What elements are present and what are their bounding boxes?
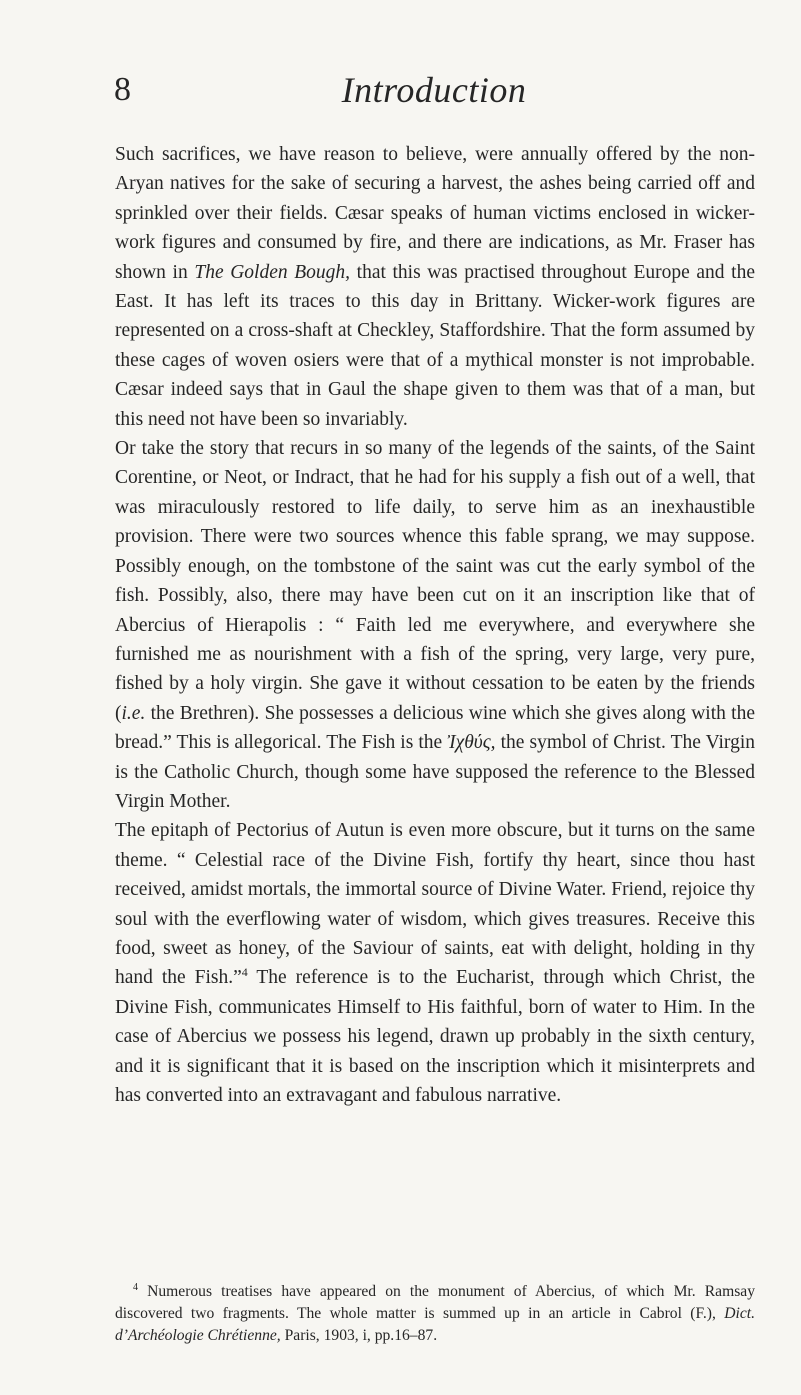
footnote-text-b: Paris, 1903, i, pp.16–87. <box>280 1327 438 1344</box>
footnote-reference[interactable]: 4 <box>241 965 248 980</box>
abbreviation-ie: i.e. <box>121 702 146 724</box>
paragraph-1-text-a: Such sacrifices, we have reason to believe, were annually offered by the non-Aryan natives for the sake of securing a harvest, the ashes being carried off and sprinkled over their fields. Cæsar speaks of human victims enclosed in wicker-work figures and consumed by fire, and there are indications, as Mr. Fraser has shown in <box>115 144 755 283</box>
page-number: 8 <box>114 71 131 108</box>
paragraph-2 <box>115 434 755 816</box>
paragraph-1 <box>115 140 755 434</box>
paragraph-3 <box>115 816 755 1110</box>
paragraph-1-text-b: that this was practised throughout Europe and the East. It has left its traces to this day in Brittany. Wicker-work figures are represented on a cross-shaft at Checkley, Staffordshire. That the form assumed by these cages of woven osiers were that of a mythical monster is not improbable. Cæsar indeed says that in Gaul the shape given to them was that of a man, but this need not have been so invariably. <box>115 261 755 430</box>
footnote-paragraph <box>115 1281 755 1347</box>
paragraph-3-text-a: The epitaph of Pectorius of Autun is even more obscure, but it turns on the same theme. “ Celestial race of the Divine Fish, fortify thy heart, since thou hast received, amidst mortals, the immortal source of Divine Water. Friend, rejoice thy soul with the everflowing water of wisdom, which gives treasures. Receive this food, sweet as honey, of the Saviour of saints, eat with delight, holding in thy hand the Fish.” <box>115 820 755 989</box>
paragraph-2-text-c: the symbol of Christ. The Virgin is the Catholic Church, though some have supposed the reference to the Blessed Virgin Mother. <box>115 732 755 812</box>
paragraph-2-text-b: the Brethren). She possesses a delicious wine which she gives along with the bread.” This is allegorical. The Fish is the <box>115 702 755 754</box>
running-title: Introduction <box>341 70 527 110</box>
body-text <box>115 140 755 1110</box>
book-title-golden-bough: The Golden Bough, <box>194 261 351 283</box>
page-header <box>114 70 754 110</box>
paragraph-3-text-b: The reference is to the Eucharist, through which Christ, the Divine Fish, communicates Himself to His faithful, born of water to Him. In the case of Abercius we possess his legend, drawn up probably in the sixth century, and it is significant that it is based on the inscription which it misinterprets and has converted into an extravagant and fabulous narrative. <box>115 967 756 1106</box>
footnote-book-title: Dict. d’Archéologie Chrétienne, <box>115 1305 755 1344</box>
footnote <box>115 1281 755 1347</box>
footnote-number: 4 <box>133 1282 138 1293</box>
paragraph-2-text-a: Or take the story that recurs in so many of the legends of the saints, of the Saint Corentine, or Neot, or Indract, that he had for his supply a fish out of a well, that was miraculously restored to life daily, to serve him as an inexhaustible provision. There were two sources whence this fable sprang, we may suppose. Possibly enough, on the tombstone of the saint was cut the early symbol of the fish. Possibly, also, there may have been cut on it an inscription like that of Abercius of Hierapolis : “ Faith led me everywhere, and everywhere she furnished me as nourishment with a fish of the spring, very large, very pure, fished by a holy virgin. She gave it without cessation to be eaten by the friends ( <box>115 438 755 724</box>
footnote-text-a: Numerous treatises have appeared on the monument of Abercius, of which Mr. Ramsay discovered two fragments. The whole matter is summed up in an article in Cabrol (F.), <box>115 1283 755 1322</box>
greek-ichthys: Ἰχθύς, <box>447 732 496 754</box>
